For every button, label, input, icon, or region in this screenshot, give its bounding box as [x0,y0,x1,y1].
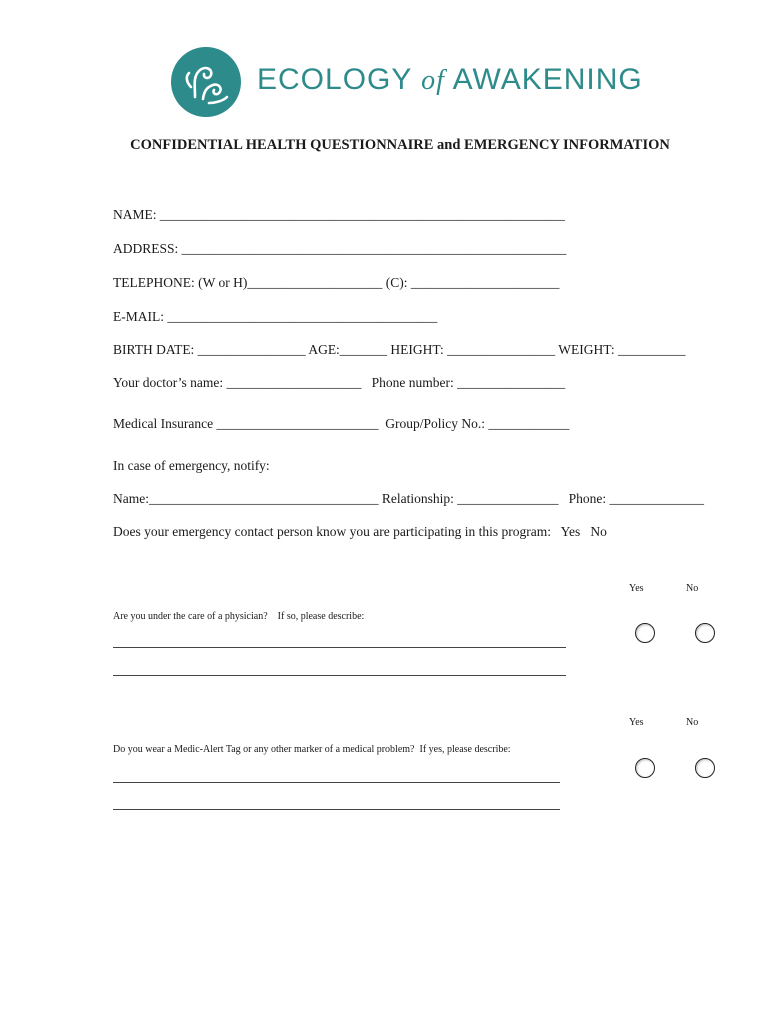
q2-yes-radio[interactable] [635,758,655,778]
address-field[interactable]: ADDRESS: _________________________________________________________ [113,241,567,256]
name-field[interactable]: NAME: ____________________________________________________________ [113,207,565,222]
emergency-contact-field[interactable]: Name:__________________________________ Relationship: _______________ Phone: ______________ [113,491,704,506]
doctor-field[interactable]: Your doctor’s name: ____________________ Phone number: ________________ [113,375,566,390]
q2-medic-alert-question: Do you wear a Medic-Alert Tag or any other marker of a medical problem? If yes, please describe: [113,744,511,755]
q1-yes-radio[interactable] [635,623,655,643]
insurance-field[interactable]: Medical Insurance ________________________ Group/Policy No.: ____________ [113,416,570,431]
q1-answer-line-1[interactable] [113,647,566,648]
q2-no-radio[interactable] [695,758,715,778]
email-field[interactable]: E-MAIL: ________________________________________ [113,309,438,324]
q2-yes-label: Yes [629,717,644,728]
logo-word-ecology: ECOLOGY [257,63,422,96]
q2-no-label: No [686,717,699,728]
q1-yes-label: Yes [629,583,644,594]
spiral-fern-icon [171,47,241,117]
q2-answer-line-2[interactable] [113,809,560,810]
telephone-field[interactable]: TELEPHONE: (W or H)____________________ (C): ______________________ [113,275,560,290]
q2-answer-line-1[interactable] [113,782,560,783]
logo-icon [171,47,241,117]
q1-no-label: No [686,583,699,594]
contact-knows-question: Does your emergency contact person know you are participating in this program: Yes No [113,524,607,539]
q1-no-radio[interactable] [695,623,715,643]
q1-physician-question: Are you under the care of a physician? If so, please describe: [113,611,365,622]
birth-age-height-weight-field[interactable]: BIRTH DATE: ________________ AGE:_______ HEIGHT: ________________ WEIGHT: __________ [113,342,686,357]
page-title: CONFIDENTIAL HEALTH QUESTIONNAIRE and EMERGENCY INFORMATION [130,137,670,153]
logo-wordmark [257,63,643,97]
emergency-heading: In case of emergency, notify: [113,458,270,473]
logo-word-of: of [421,65,445,96]
q1-answer-line-2[interactable] [113,675,566,676]
logo-word-awakening: AWAKENING [444,63,643,96]
